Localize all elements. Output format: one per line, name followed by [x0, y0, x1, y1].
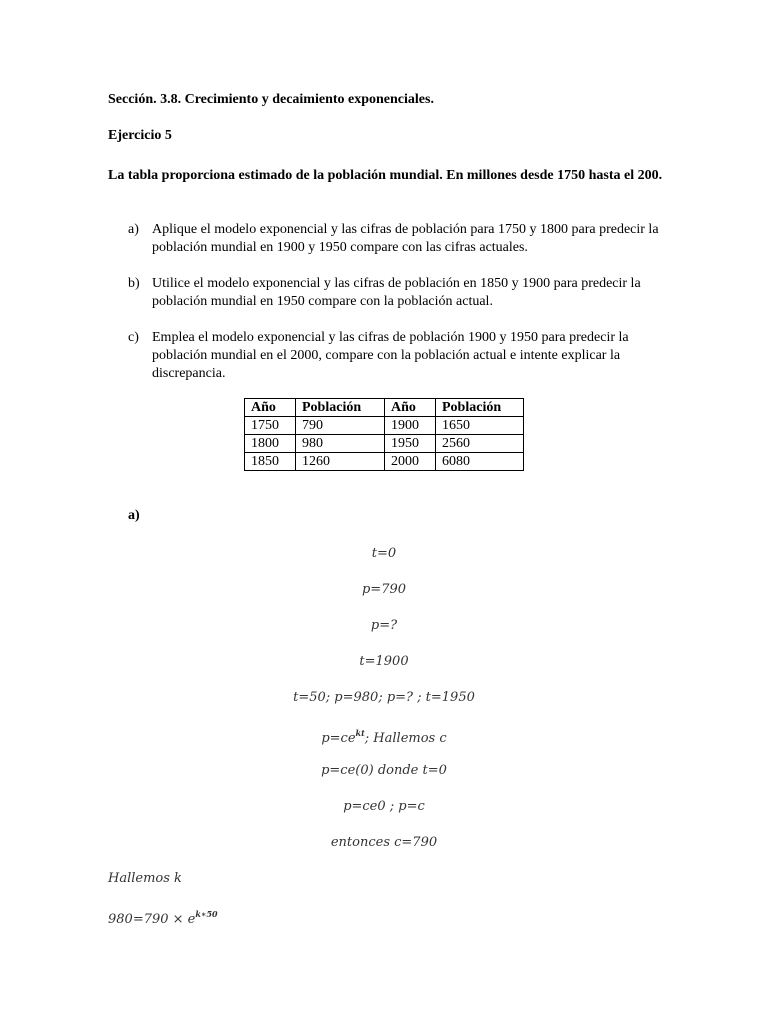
table-header-cell: Año [245, 399, 296, 417]
table-cell: 6080 [436, 453, 524, 471]
equation-part: p=ce [321, 731, 356, 746]
table-cell: 2560 [436, 435, 524, 453]
equation-exponent: k∗50 [195, 909, 218, 919]
equation-exponent: kt [355, 728, 365, 738]
section-title: Sección. 3.8. Crecimiento y decaimiento exponenciales. [108, 92, 434, 107]
equation-part: ; Hallemos c [364, 731, 447, 746]
table-header-cell: Año [385, 399, 436, 417]
list-item-text: Utilice el modelo exponencial y las cifras de población en 1850 y 1900 para predecir la población mundial en 1950 compare con la población actual. [152, 276, 641, 309]
solution-label: a) [128, 508, 140, 523]
exercise-title: Ejercicio 5 [108, 128, 172, 143]
table-cell: 1850 [245, 453, 296, 471]
table-row [245, 417, 524, 435]
list-marker: a) [128, 222, 139, 237]
table-cell: 1950 [385, 435, 436, 453]
equation-line [108, 909, 218, 927]
table-row [245, 435, 524, 453]
equation-part: 980=790 × e [108, 912, 196, 927]
table-cell: 1650 [436, 417, 524, 435]
equation-line: p=ce(0) donde t=0 [321, 763, 447, 778]
equation-line: entonces c=790 [330, 835, 438, 850]
equation-line [0, 728, 768, 746]
equation-line: p=? [370, 618, 398, 633]
table-cell: 980 [296, 435, 385, 453]
problem-statement: La tabla proporciona estimado de la población mundial. En millones desde 1750 hasta el 200. [108, 168, 663, 183]
find-k-line: Hallemos k [108, 871, 182, 886]
list-item-text: Emplea el modelo exponencial y las cifras de población 1900 y 1950 para predecir la población mundial en el 2000, compare con la población actual e intente explicar la discrepancia. [152, 330, 629, 381]
table-header-cell: Población [436, 399, 524, 417]
table-cell: 1750 [245, 417, 296, 435]
equation-line: t=1900 [359, 654, 409, 669]
table-header-cell: Población [296, 399, 385, 417]
table-cell: 1900 [385, 417, 436, 435]
table-cell: 790 [296, 417, 385, 435]
table-cell: 1800 [245, 435, 296, 453]
list-marker: b) [128, 276, 140, 291]
population-table [244, 398, 524, 471]
list-marker: c) [128, 330, 139, 345]
equation-line: p=790 [361, 582, 407, 597]
table-row [245, 453, 524, 471]
equation-line: t=0 [371, 546, 397, 561]
table-cell: 1260 [296, 453, 385, 471]
equation-line: t=50; p=980; p=? ; t=1950 [293, 690, 475, 705]
equation-line: p=ce0 ; p=c [343, 799, 425, 814]
table-header-row [245, 399, 524, 417]
list-item-text: Aplique el modelo exponencial y las cifras de población para 1750 y 1800 para predecir la población mundial en 1900 y 1950 compare con las cifras actuales. [152, 222, 659, 255]
table-cell: 2000 [385, 453, 436, 471]
